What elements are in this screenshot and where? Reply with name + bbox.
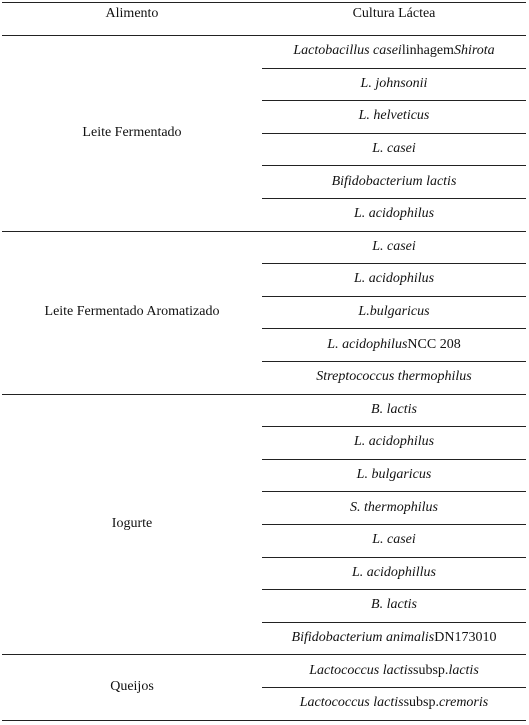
culture-text: L. acidophilus <box>353 434 435 450</box>
culture-text: B. lactis <box>371 597 417 613</box>
culture-cell <box>262 654 526 687</box>
culture-cell <box>262 100 526 133</box>
food-name: Leite Fermentado Aromatizado <box>44 304 220 320</box>
culture-text: Streptococcus thermophilus <box>316 369 472 385</box>
culture-text: Lactobacillus casei <box>293 43 402 59</box>
culture-cell <box>262 35 526 68</box>
culture-text: Bifidobacterium lactis <box>331 173 457 189</box>
culture-text: L. casei <box>372 532 416 548</box>
culture-cell <box>262 231 526 264</box>
culture-text: L. bulgaricus <box>356 467 432 483</box>
culture-cell <box>262 589 526 622</box>
culture-cell <box>262 68 526 101</box>
culture-cell <box>262 296 526 329</box>
culture-text: L. casei <box>372 141 416 157</box>
culture-cell <box>262 687 526 720</box>
culture-text: L. johnsonii <box>360 75 428 91</box>
culture-text: Lactococcus lactis <box>299 695 404 711</box>
culture-text: L. acidophillus <box>351 564 436 580</box>
culture-text: L. acidophilus <box>353 206 435 222</box>
food-name: Iogurte <box>111 515 153 531</box>
culture-text: L. acidophilus <box>327 336 408 352</box>
culture-cell <box>262 459 526 492</box>
culture-cell <box>262 263 526 296</box>
culture-text: L. casei <box>372 238 416 254</box>
culture-text: B. lactis <box>371 401 417 417</box>
culture-text: subsp. <box>403 695 439 711</box>
culture-text: Lactococcus lactis <box>309 662 414 678</box>
culture-text: Shirota <box>453 43 495 59</box>
culture-text: NCC 208 <box>407 336 461 352</box>
culture-text: Bifidobacterium animalis <box>291 630 435 646</box>
food-name: Leite Fermentado <box>82 124 182 140</box>
culture-cell <box>262 524 526 557</box>
culture-cell <box>262 394 526 427</box>
culture-text: L. acidophilus <box>353 271 435 287</box>
culture-cell <box>262 328 526 361</box>
culture-text: subsp. <box>413 662 449 678</box>
header-food: Alimento <box>105 6 159 21</box>
culture-cell <box>262 557 526 590</box>
culture-cell <box>262 165 526 198</box>
culture-text: lactis <box>448 662 479 678</box>
culture-cell <box>262 361 526 394</box>
culture-cell <box>262 622 526 655</box>
group-divider <box>2 720 526 721</box>
culture-cell <box>262 198 526 231</box>
culture-text: DN173010 <box>434 630 497 646</box>
culture-cell <box>262 426 526 459</box>
culture-text: L.bulgaricus <box>358 304 430 320</box>
culture-cell <box>262 133 526 166</box>
culture-text: L. helveticus <box>358 108 430 124</box>
header-culture: Cultura Láctea <box>352 6 436 21</box>
food-name: Queijos <box>110 678 154 694</box>
culture-text: linhagem <box>401 43 454 59</box>
culture-text: cremoris <box>438 695 489 711</box>
culture-text: S. thermophilus <box>350 499 438 515</box>
culture-cell <box>262 491 526 524</box>
